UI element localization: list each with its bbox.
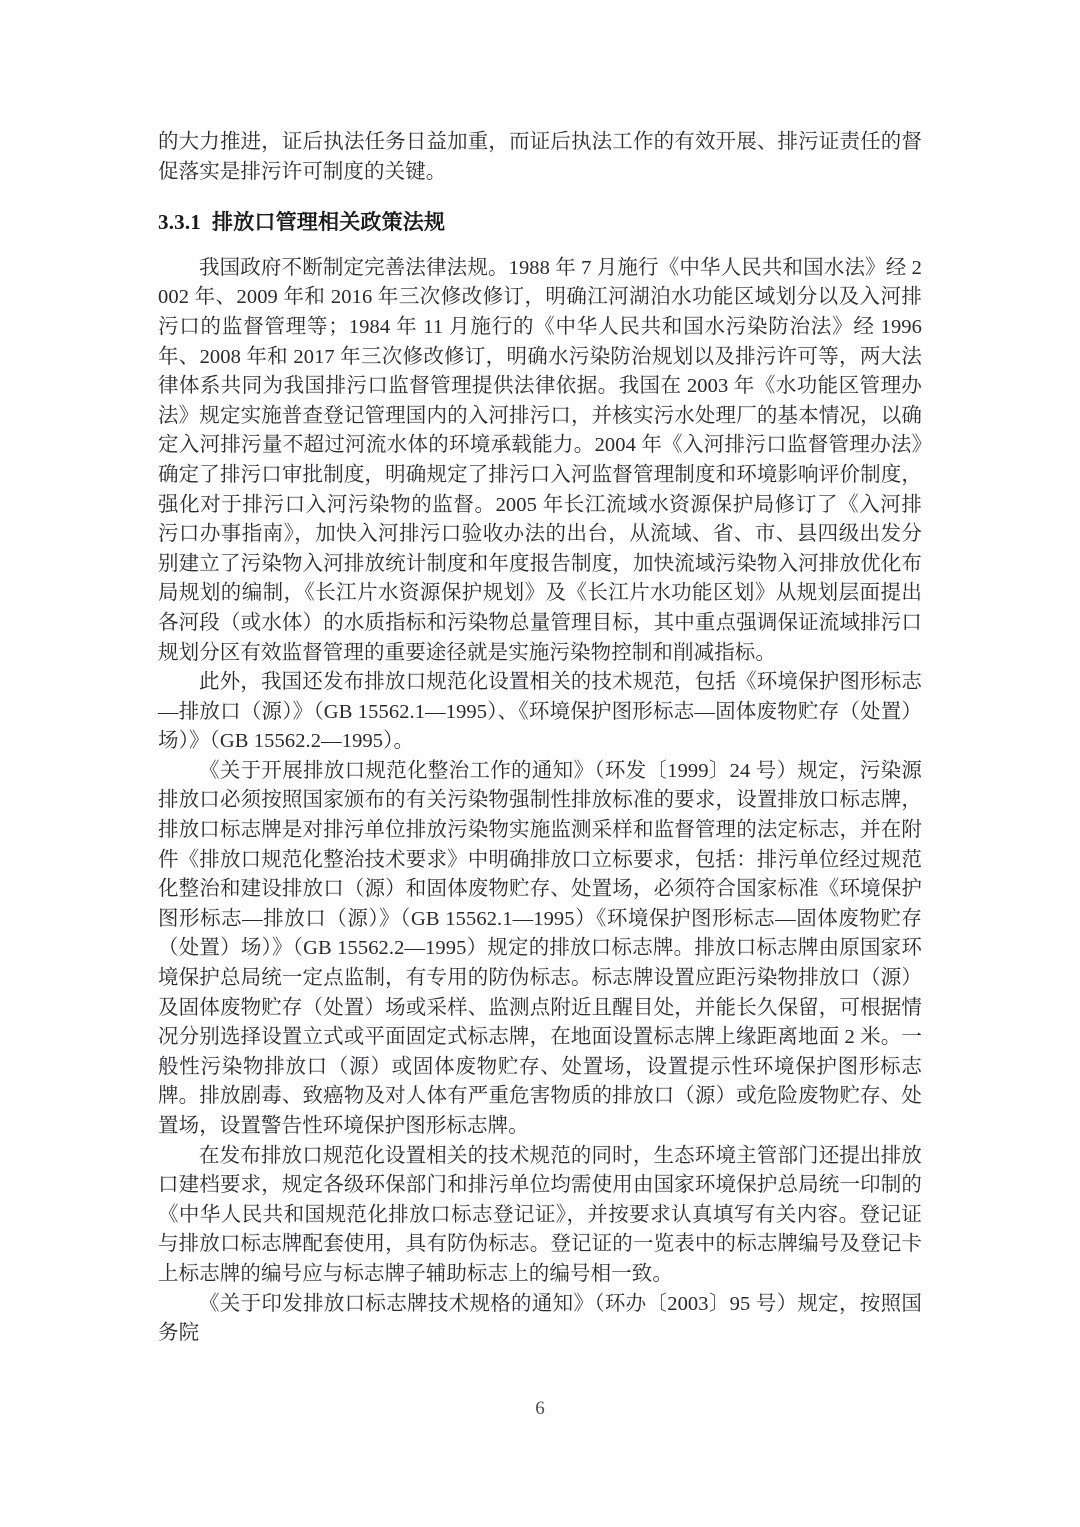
page-content [158, 128, 922, 1349]
section-heading [158, 208, 922, 238]
paragraph-registration-requirements: 在发布排放口规范化设置相关的技术规范的同时，生态环境主管部门还提出排放口建档要求，规定各级环保部门和排污单位均需使用由国家环境保护总局统一印制的《中华人民共和国规范化排放口标志登记证》，并按要求认真填写有关内容。登记证与排放口标志牌配套使用，具有防伪标志。登记证的一览表中的标志牌编号及登记卡上标志牌的编号应与标志牌子辅助标志上的编号相一致。 [158, 1144, 922, 1285]
paragraph-technical-standards: 此外，我国还发布排放口规范化设置相关的技术规范，包括《环境保护图形标志—排放口（源）》（GB 15562.1—1995）、《环境保护图形标志—固体废物贮存（处置）场）》（GB 15562.2—1995）。 [158, 671, 922, 753]
heading-spacer-top [158, 187, 922, 208]
page-number: 6 [535, 1398, 545, 1419]
paragraph-continuation: 的大力推进，证后执法任务日益加重，而证后执法工作的有效开展、排污证责任的督促落实是排污许可制度的关键。 [158, 131, 922, 183]
section-heading-title: 排放口管理相关政策法规 [212, 210, 446, 235]
section-heading-number: 3.3.1 [158, 210, 201, 235]
paragraph-laws-and-regulations: 我国政府不断制定完善法律法规。1988 年 7 月施行《中华人民共和国水法》经 2002 年、2009 年和 2016 年三次修改修订，明确江河湖泊水功能区域划分以及入河排污口的监督管理等；1984 年 11 月施行的《中华人民共和国水污染防治法》经 1996 年、2008 年和 2017 年三次修改修订，明确水污染防治规划以及排污许可等，两大法律体系共同为我国排污口监督管理提供法律依据。我国在 2003 年《水功能区管理办法》规定实施普查登记管理国内的入河排污口，并核实污水处理厂的基本情况，以确定入河排污量不超过河流水体的环境承载能力。2004 年《入河排污口监督管理办法》确定了排污口审批制度，明确规定了排污口入河监督管理制度和环境影响评价制度，强化对于排污口入河污染物的监督。2005 年长江流域水资源保护局修订了《入河排污口办事指南》，加快入河排污口验收办法的出台，从流域、省、市、县四级出发分别建立了污染物入河排放统计制度和年度报告制度，加快流域污染物入河排放优化布局规划的编制，《长江片水资源保护规划》及《长江片水功能区划》从规划层面提出各河段（或水体）的水质指标和污染物总量管理目标，其中重点强调保证流域排污口规划分区有效监督管理的重要途径就是实施污染物控制和削减指标。 [158, 256, 922, 664]
heading-spacer-bottom [158, 238, 922, 254]
paragraph-sign-specification-notice: 《关于印发排放口标志牌技术规格的通知》（环办〔2003〕95 号）规定，按照国务院 [158, 1292, 922, 1345]
paragraph-signage-notice: 《关于开展排放口规范化整治工作的通知》（环发〔1999〕24 号）规定，污染源排放口必须按照国家颁布的有关污染物强制性排放标准的要求，设置排放口标志牌，排放口标志牌是对排污单位排放污染物实施监测采样和监督管理的法定标志，并在附件《排放口规范化整治技术要求》中明确排放口立标要求，包括：排污单位经过规范化整治和建设排放口（源）和固体废物贮存、处置场，必须符合国家标准《环境保护图形标志—排放口（源）》（GB 15562.1—1995）《环境保护图形标志—固体废物贮存（处置）场）》（GB 15562.2—1995）规定的排放口标志牌。排放口标志牌由原国家环境保护总局统一定点监制，有专用的防伪标志。标志牌设置应距污染物排放口（源）及固体废物贮存（处置）场或采样、监测点附近且醒目处，并能长久保留，可根据情况分别选择设置立式或平面固定式标志牌，在地面设置标志牌上缘距离地面 2 米。一般性污染物排放口（源）或固体废物贮存、处置场，设置提示性环境保护图形标志牌。排放剧毒、致癌物及对人体有严重危害物质的排放口（源）或危险废物贮存、处置场，设置警告性环境保护图形标志牌。 [158, 759, 922, 1137]
